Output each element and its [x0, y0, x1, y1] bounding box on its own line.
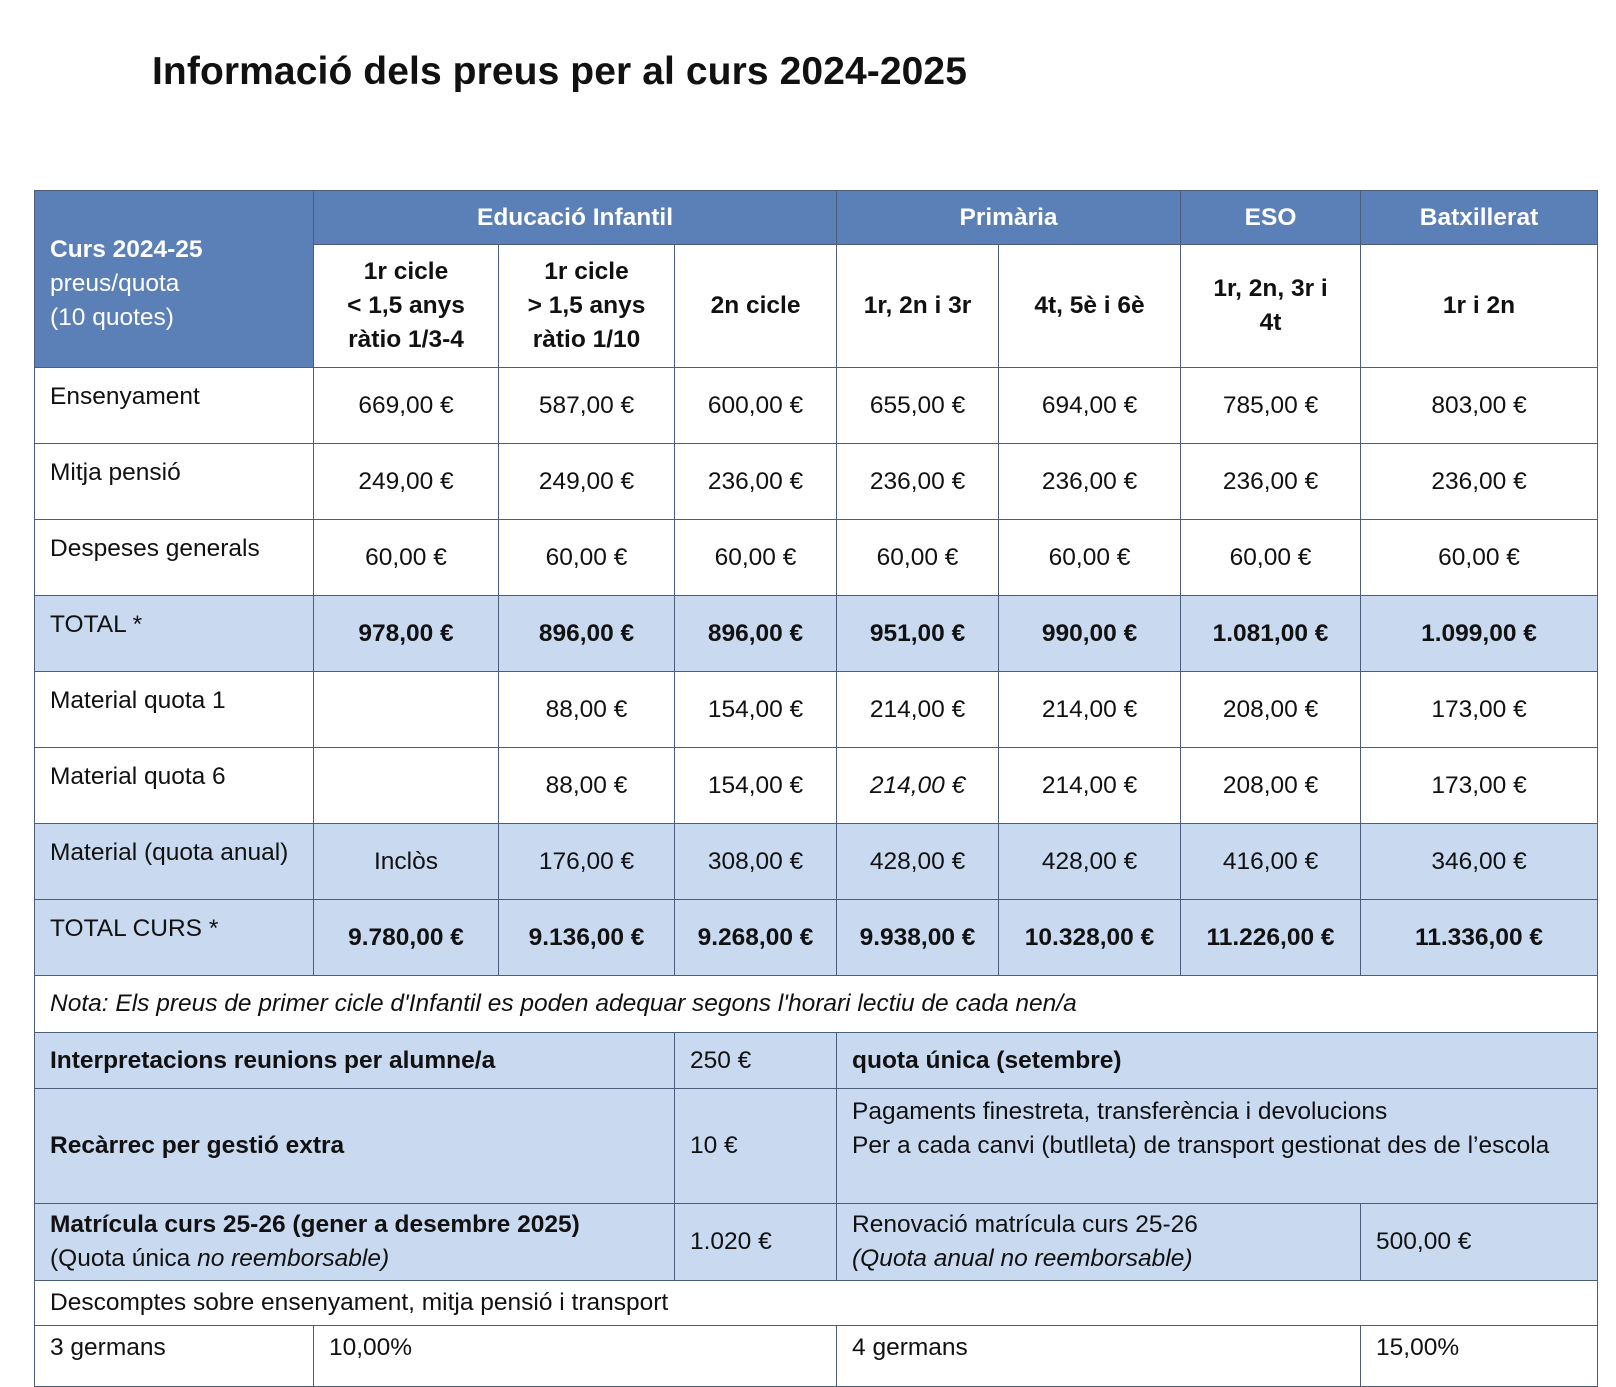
row-label: Material (quota anual)	[35, 824, 314, 900]
table-cell: 9.136,00 €	[499, 900, 675, 976]
table-row	[35, 444, 1598, 520]
table-cell: 896,00 €	[675, 596, 837, 672]
header-group-primaria: Primària	[837, 191, 1181, 245]
table-cell: 60,00 €	[999, 520, 1181, 596]
subheader-cell	[999, 245, 1181, 368]
table-cell: 785,00 €	[1181, 368, 1361, 444]
subheader-line: ràtio 1/3-4	[348, 326, 464, 353]
table-cell: 896,00 €	[499, 596, 675, 672]
table-cell: 1.081,00 €	[1181, 596, 1361, 672]
table-cell: 951,00 €	[837, 596, 999, 672]
table-cell: 60,00 €	[1181, 520, 1361, 596]
recarrec-detail-line2: Per a cada canvi (butlleta) de transport gestionat des de l’escola	[852, 1132, 1550, 1159]
table-cell: 88,00 €	[499, 672, 675, 748]
table-cell: 173,00 €	[1361, 672, 1598, 748]
germans4-value: 15,00%	[1361, 1326, 1598, 1387]
subheader-line: < 1,5 anys	[347, 292, 465, 319]
subheader-line: 1r i 2n	[1442, 292, 1516, 319]
table-cell: 416,00 €	[1181, 824, 1361, 900]
table-cell: 803,00 €	[1361, 368, 1598, 444]
interpretacions-detail: quota única (setembre)	[837, 1033, 1598, 1089]
table-cell: 428,00 €	[999, 824, 1181, 900]
table-cell: 60,00 €	[837, 520, 999, 596]
matricula-sub-italic: no reemborsable)	[197, 1245, 390, 1272]
subheader-cell	[837, 245, 999, 368]
header-corner-subtitle: preus/quota	[50, 270, 180, 297]
table-cell: 694,00 €	[999, 368, 1181, 444]
table-cell: 346,00 €	[1361, 824, 1598, 900]
header-corner-note: (10 quotes)	[50, 304, 174, 331]
table-row	[35, 368, 1598, 444]
germans3-label: 3 germans	[35, 1326, 314, 1387]
interpretacions-price: 250 €	[675, 1033, 837, 1089]
table-row	[35, 596, 1598, 672]
table-cell: 208,00 €	[1181, 748, 1361, 824]
renovacio-price: 500,00 €	[1361, 1204, 1598, 1281]
table-cell: 236,00 €	[999, 444, 1181, 520]
table-cell: Inclòs	[314, 824, 499, 900]
page-title: Informació dels preus per al curs 2024-2025	[152, 50, 968, 93]
matricula-sub	[50, 1242, 659, 1276]
table-cell: 236,00 €	[1361, 444, 1598, 520]
table-cell: 9.780,00 €	[314, 900, 499, 976]
table-cell: 11.336,00 €	[1361, 900, 1598, 976]
recarrec-label: Recàrrec per gestió extra	[35, 1089, 675, 1204]
table-cell: 9.938,00 €	[837, 900, 999, 976]
header-group-batxillerat: Batxillerat	[1361, 191, 1598, 245]
germans3-value: 10,00%	[314, 1326, 837, 1387]
subheader-line: 4t	[1259, 309, 1282, 336]
row-label: Mitja pensió	[35, 444, 314, 520]
descomptes-title: Descomptes sobre ensenyament, mitja pensió i transport	[35, 1281, 1598, 1326]
table-cell: 10.328,00 €	[999, 900, 1181, 976]
header-group-eso: ESO	[1181, 191, 1361, 245]
subheader-cell	[675, 245, 837, 368]
matricula-cell	[35, 1204, 675, 1281]
renovacio-sub: (Quota anual no reemborsable)	[852, 1245, 1193, 1272]
table-cell	[314, 748, 499, 824]
table-row	[35, 748, 1598, 824]
row-label: TOTAL *	[35, 596, 314, 672]
table-cell: 60,00 €	[675, 520, 837, 596]
table-cell: 154,00 €	[675, 748, 837, 824]
recarrec-price: 10 €	[675, 1089, 837, 1204]
renovacio-cell	[837, 1204, 1361, 1281]
table-cell: 236,00 €	[837, 444, 999, 520]
renovacio-label: Renovació matrícula curs 25-26	[852, 1211, 1198, 1238]
table-cell: 214,00 €	[837, 672, 999, 748]
subheader-cell	[499, 245, 675, 368]
table-cell: 249,00 €	[314, 444, 499, 520]
subheader-cell	[314, 245, 499, 368]
matricula-price: 1.020 €	[675, 1204, 837, 1281]
table-cell: 208,00 €	[1181, 672, 1361, 748]
subheader-line: 1r cicle	[544, 258, 629, 285]
table-cell	[314, 672, 499, 748]
table-cell: 173,00 €	[1361, 748, 1598, 824]
table-cell: 669,00 €	[314, 368, 499, 444]
header-corner-title: Curs 2024-25	[50, 236, 203, 263]
row-label: Despeses generals	[35, 520, 314, 596]
subheader-line: 2n cicle	[710, 292, 801, 319]
recarrec-detail-line1: Pagaments finestreta, transferència i devolucions	[852, 1098, 1388, 1125]
table-cell: 9.268,00 €	[675, 900, 837, 976]
subheader-line: 1r cicle	[363, 258, 449, 285]
table-cell: 600,00 €	[675, 368, 837, 444]
table-row	[35, 900, 1598, 976]
subheader-cell	[1361, 245, 1598, 368]
row-label: Material quota 1	[35, 672, 314, 748]
subheader-line: ràtio 1/10	[532, 326, 641, 353]
subheader-line: 4t, 5è i 6è	[1034, 292, 1145, 319]
subheader-line: 1r, 2n i 3r	[863, 292, 972, 319]
table-cell: 978,00 €	[314, 596, 499, 672]
table-cell: 214,00 €	[999, 672, 1181, 748]
table-cell: 428,00 €	[837, 824, 999, 900]
matricula-sub-prefix: (Quota única	[50, 1245, 198, 1272]
table-cell: 176,00 €	[499, 824, 675, 900]
table-cell: 60,00 €	[1361, 520, 1598, 596]
table-cell: 236,00 €	[675, 444, 837, 520]
table-cell: 88,00 €	[499, 748, 675, 824]
subheader-cell	[1181, 245, 1361, 368]
table-cell: 990,00 €	[999, 596, 1181, 672]
table-cell: 236,00 €	[1181, 444, 1361, 520]
table-cell: 154,00 €	[675, 672, 837, 748]
table-cell: 60,00 €	[499, 520, 675, 596]
subheader-line: > 1,5 anys	[527, 292, 646, 319]
table-cell: 60,00 €	[314, 520, 499, 596]
table-cell: 11.226,00 €	[1181, 900, 1361, 976]
price-table	[34, 190, 1598, 1387]
header-group-infantil: Educació Infantil	[314, 191, 837, 245]
row-label: TOTAL CURS *	[35, 900, 314, 976]
table-cell: 587,00 €	[499, 368, 675, 444]
table-cell: 249,00 €	[499, 444, 675, 520]
interpretacions-label: Interpretacions reunions per alumne/a	[35, 1033, 675, 1089]
matricula-label: Matrícula curs 25-26 (gener a desembre 2025)	[50, 1211, 580, 1238]
header-corner-cell	[35, 191, 314, 368]
table-row	[35, 520, 1598, 596]
table-cell: 1.099,00 €	[1361, 596, 1598, 672]
table-cell: 214,00 €	[999, 748, 1181, 824]
table-cell: 214,00 €	[837, 748, 999, 824]
subheader-line: 1r, 2n, 3r i	[1213, 275, 1328, 302]
germans4-label: 4 germans	[837, 1326, 1361, 1387]
table-row	[35, 824, 1598, 900]
recarrec-detail	[837, 1089, 1598, 1204]
table-cell: 308,00 €	[675, 824, 837, 900]
row-label: Ensenyament	[35, 368, 314, 444]
table-cell: 655,00 €	[837, 368, 999, 444]
table-row	[35, 672, 1598, 748]
note-text: Nota: Els preus de primer cicle d'Infantil es poden adequar segons l'horari lectiu de cada nen/a	[35, 976, 1598, 1033]
row-label: Material quota 6	[35, 748, 314, 824]
